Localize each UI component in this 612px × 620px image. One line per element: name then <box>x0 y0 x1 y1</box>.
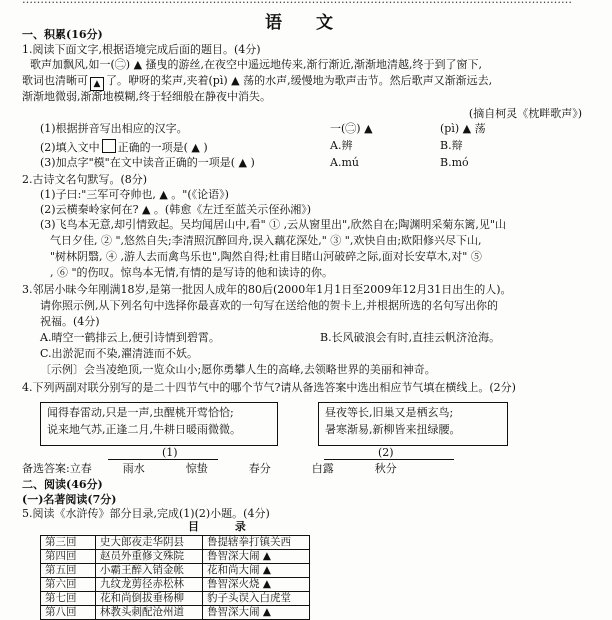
q1-sub-2-text: (2)填入文中 <box>40 141 100 154</box>
cut-line-text <box>22 0 582 6</box>
couplet-2 <box>318 402 508 446</box>
couplet-2-number: (2) <box>378 446 394 459</box>
option: 春分 <box>248 462 271 475</box>
toc-title: 目 录 <box>188 520 262 533</box>
chapter-number: 第八回 <box>41 606 96 620</box>
q2-stem: 2.古诗文名句默写。(8分) <box>22 173 148 186</box>
q1-sub-2-option-a: A.辨 <box>330 139 353 152</box>
chapter-title-a: 花和尚倒拔垂杨柳 <box>96 592 203 606</box>
q2-item-2: (2)云横秦岭家何在? ▲ 。(韩愈《左迁至蓝关示侄孙湘》) <box>40 203 312 216</box>
chapter-number: 第五回 <box>41 564 96 578</box>
table-row <box>41 578 310 592</box>
table-row <box>41 564 310 578</box>
chapter-title-a: 史大郎夜走华阴县 <box>96 536 203 550</box>
couplet-1-line-2: 说来地气苏,正逢二月,牛耕日暖雨微微。 <box>47 423 241 436</box>
options-row <box>22 462 397 476</box>
chapter-title-a: 赵员外重修文殊院 <box>96 550 203 564</box>
table-row <box>41 536 310 550</box>
q2-item-3-line-2: 气日夕佳, ② ",悠然自失;李清照沉醉回舟,误入藕花深处," ③ ",欢快自由;欧阳修兴尽下山, <box>50 234 482 247</box>
chapter-title-b: 豹子头误入白虎堂 <box>203 592 310 606</box>
q1-passage-line-2a: 歌词也清晰可 <box>22 74 88 87</box>
q1-stem: 1.阅读下面文字,根据语境完成后面的题目。(4分) <box>22 43 261 56</box>
q1-sub-2-option-b: B.辩 <box>440 139 463 152</box>
section-2-sub-heading: (一)名著阅读(7分) <box>22 493 117 506</box>
q3-stem-line-1: 3.邻居小昧今年刚满18岁,是第一批因人成年的80后(2000年1月1日至2009年12月31日出生的人)。 <box>22 283 512 296</box>
q2-item-3-line-4: , ⑥ "的伤叹。惊鸟本无情,有情的是写诗的他和读诗的你。 <box>50 266 334 279</box>
q3-option-c: C.出淤泥而不染,濯清涟而不妖。 <box>40 347 199 360</box>
page-title: 语 文 <box>265 13 347 33</box>
q1-sub-1: (1)根据拼音写出相应的汉字。 <box>40 122 188 135</box>
q1-sub-3-option-b: B.mó <box>440 156 469 169</box>
option: 雨水 <box>122 462 145 475</box>
couplet-1-line-1: 闻得春雷动,只是一声,虫醒桃开莺恰恰; <box>47 406 234 419</box>
option: 白露 <box>311 462 334 475</box>
couplet-2-line-1: 昼夜等长,旧巢又是栖玄鸟; <box>325 406 454 419</box>
q2-item-1: (1)子曰:"三军可夺帅也, ▲ 。"(《论语》) <box>40 188 229 201</box>
empty-box <box>102 139 116 153</box>
couplet-1 <box>40 402 278 446</box>
section-2-heading: 二、阅读(46分) <box>22 478 103 491</box>
answer-line-2 <box>324 459 454 460</box>
q2-item-3-line-1: (3)飞鸟本无意,却引情致起。吴均闻居山中,看" ① ,云从窗里出",欣然自在;陶渊明采菊东篱,见"山 <box>40 218 506 231</box>
q1-sub-2 <box>40 139 208 155</box>
q1-sub-3-option-a: A.mú <box>330 156 359 169</box>
q3-example: 〔示例〕会当凌绝顶,一览众山小;愿你勇攀人生的高峰,去领略世界的美丽和神奇。 <box>40 363 436 376</box>
chapter-number: 第三回 <box>41 536 96 550</box>
chapter-title-b: 鲁智深大闹 ▲ <box>203 550 310 564</box>
table-row <box>41 550 310 564</box>
q3-option-a: A.晴空一鹤排云上,便引诗情到碧霄。 <box>40 331 220 344</box>
q1-passage-line-2b: 了。咿呀的桨声,夹着(pì) ▲ 荡的水声,缓慢地为歌声击节。然后歌声又渐渐远去, <box>106 74 493 87</box>
chapter-title-a: 九纹龙剪径赤松林 <box>96 578 203 592</box>
toc-table <box>40 535 310 620</box>
q5-stem: 5.阅读《水浒传》部分目录,完成(1)(2)小题。(4分) <box>22 507 270 520</box>
q3-stem-line-2: 请你照示例,从下列名句中选择你最喜欢的一句写在送给他的贺卡上,并根据所选的名句写出你的 <box>40 299 498 312</box>
answer-box: ▲ <box>90 77 104 91</box>
chapter-number: 第七回 <box>41 592 96 606</box>
q1-sub-1b: (pì) ▲ 荡 <box>440 122 486 135</box>
chapter-title-b: 鲁提辖拳打镇关西 <box>203 536 310 550</box>
table-row <box>41 606 310 620</box>
q3-stem-line-3: 祝福。(4分) <box>40 315 100 328</box>
chapter-title-a: 林教头刺配沧州道 <box>96 606 203 620</box>
chapter-title-a: 小霸王醉入销金帐 <box>96 564 203 578</box>
q3-option-b: B.长风破浪会有时,直挂云帆济沧海。 <box>320 331 501 344</box>
option: 秋分 <box>374 462 397 475</box>
chapter-title-b: 鲁智深大闹 ▲ <box>203 606 310 620</box>
chapter-number: 第四回 <box>41 550 96 564</box>
answer-line-1 <box>108 459 218 460</box>
q1-passage-line-2 <box>22 74 492 91</box>
table-row <box>41 592 310 606</box>
q1-sub-1a: 一(㊁) ▲ <box>330 122 373 135</box>
section-1-heading: 一、积累(16分) <box>22 28 103 41</box>
q2-item-3-line-3: "树林阴翳, ④ ,游人去而禽鸟乐也",陶然自得;杜甫目睹山河破碎之际,面对长安草木,对" ⑤ <box>50 250 482 263</box>
couplet-2-line-2: 暑寒渐易,新柳皆来扭绿腰。 <box>325 423 461 436</box>
q1-source: (摘自柯灵《枕畔歌声》) <box>468 107 582 120</box>
option: 惊蛰 <box>185 462 208 475</box>
q1-passage-line-1: 歌声加飘风,如一(㊁) ▲ 搔曳的游丝,在夜空中遥远地传来,渐行渐近,渐渐地清越,终于到了窗下, <box>30 58 483 71</box>
q1-passage-line-3: 渐渐地微弱,渐渐地模糊,终于轻细般在静夜中消失。 <box>22 90 271 103</box>
q1-sub-2-text-b: 正确的一项是( ▲ ) <box>117 141 208 154</box>
q1-sub-3: (3)加点字"模"在文中读音正确的一项是( ▲ ) <box>40 156 255 169</box>
chapter-title-b: 鲁智深火烧 ▲ <box>203 578 310 592</box>
couplet-1-number: (1) <box>162 446 178 459</box>
chapter-number: 第六回 <box>41 578 96 592</box>
chapter-title-b: 花和尚大闹 ▲ <box>203 564 310 578</box>
q4-stem: 4.下列两副对联分别写的是二十四节气中的哪个节气?请从备选答案中选出相应节气填在横线上。(2分) <box>22 381 516 394</box>
options-label: 备选答案:立春 <box>22 462 92 475</box>
